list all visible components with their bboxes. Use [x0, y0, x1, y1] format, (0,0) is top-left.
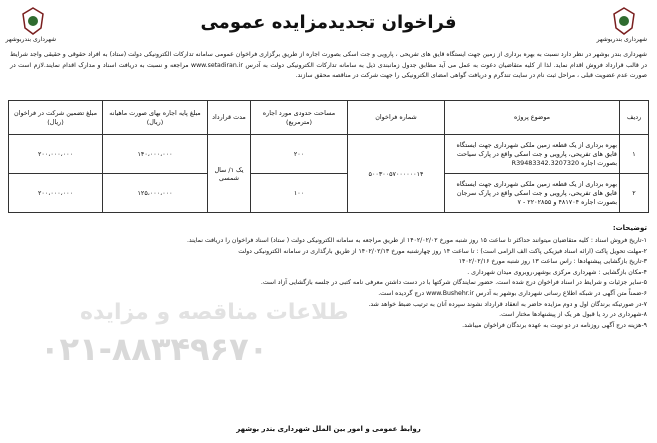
note-item: ۷-در صورتیکه برندگان اول و دوم مزایده حاضر به انعقاد قرارداد نشوند سپرده آنان به ترتیب ضبط خواهد شد.: [368, 300, 647, 308]
note-item: ۱-تاریخ فروش اسناد : کلیه متقاضیان میتوانند حداکثر تا ساعت ۱۵ روز شنبه مورخ ۱۴۰۲/۰۲/۰۲ از طریق مراجعه به سامانه الکترونیکی دولت ( ستاد) اسناد فراخوان را دریافت نمایند.: [186, 237, 647, 244]
municipality-logo-left: [5, 6, 56, 50]
watermark-text: طلاعات مناقصه و مزایده: [80, 300, 349, 325]
note-item: ۶-ضمناً متن آگهی در شبکه اطلاع رسانی شهرداری بوشهر به آدرس www.Bushehr.ir درج گردیده است.: [378, 289, 647, 297]
header: [0, 4, 657, 48]
col-area: مساحت حدودی مورد اجاره (مترمربع): [251, 101, 348, 135]
cell-deposit: ۲۰۰،۰۰۰،۰۰۰: [9, 174, 103, 213]
watermark-phone: ۰۲۱-۸۸۳۴۹۶۷۰: [40, 330, 269, 368]
cell-number: ۵۰۰۳۰۰۵۷۰۰۰۰۰۰۱۴: [348, 135, 445, 213]
footer-signature: روابط عمومی و امور بین الملل شهرداری بندر بوشهر: [236, 425, 421, 433]
col-number: شماره فراخوان: [348, 101, 445, 135]
note-item: ۳-تاریخ بازگشایی پیشنهادها : راس ساعت ۱۳ روز شنبه مورخ ۱۴۰۲/۰۲/۱۶: [458, 258, 647, 266]
table-header-row: [9, 101, 649, 135]
logo-caption: شهرداری بندربوشهر: [596, 36, 647, 43]
cell-area: ۱۰۰: [251, 174, 348, 213]
table-row: [9, 174, 649, 213]
cell-subject: بهره برداری از یک قطعه زمین ملکی شهرداری جهت ایستگاه قایق های تفریحی، پارویی و جت اسکی واقع در پارک سیاحت بصورت اجاره R39483342.3207320: [445, 135, 620, 174]
cell-price: ۱۲۵،۰۰۰،۰۰۰: [103, 174, 208, 213]
cell-row: ۱: [620, 135, 649, 174]
note-item: ۴-مکان بازگشایی : شهرداری مرکزی بوشهر،روبروی میدان شهرداری .: [467, 268, 647, 276]
note-item: ۵-سایر جزئیات و شرایط در اسناد فراخوان درج شده است. حضور نمایندگان شرکتها با در دست داشتن معرفی نامه کتبی در جلسه بازگشایی آزاد است.: [260, 279, 647, 287]
cell-area: ۲۰۰: [251, 135, 348, 174]
logo-caption: شهرداری بندربوشهر: [5, 36, 56, 43]
note-item: ۹-هزینه درج آگهی روزنامه در دو نوبت به عهده برندگان فراخوان میباشد.: [462, 321, 647, 329]
col-deposit: مبلغ تضمین شرکت در فراخوان (ریال): [9, 101, 103, 135]
page-title: فراخوان تجدیدمزایده عمومی: [200, 12, 457, 33]
notes-title: توضیحات:: [612, 224, 647, 232]
table-row: [9, 135, 649, 174]
note-item: ۸-شهرداری در رد یا قبول هر یک از پیشنهادها مختار است.: [499, 311, 647, 319]
col-price: مبلغ پایه اجاره بهای صورت ماهیانه (ریال): [103, 101, 208, 135]
cell-deposit: ۲۰۰،۰۰۰،۰۰۰: [9, 135, 103, 174]
notes-list: [10, 236, 647, 331]
auction-table: [8, 100, 649, 213]
intro-paragraph: شهرداری بندر بوشهر در نظر دارد نسبت به بهره برداری از زمین جهت ایستگاه قایق های تفریحی ، پارویی و جت اسکی بصورت اجاره از طریق برگزاری فراخوان عمومی سامانه تدارکات الکترونیکی دولت (ستاد) به افراد حقوقی و حقیقی واجد شرایط در قالب قرارداد فروش اقدام نماید. لذا از کلیه متقاضیان دعوت به عمل می آید مطابق جدول زمانبندی ذیل به سامانه تدارکات الکترونیکی دولت به آدرس www.setadiran.ir مراجعه و نسبت به دریافت اسناد و مدارک اقدام نمایند.لازم است در صورت عدم عضویت قبلی ، مراحل ثبت نام در سایت تندگرم و دریافت گواهی امضای الکترونیکی را جهت شرکت در مناقصه محقق سازند.: [10, 51, 648, 79]
col-row: ردیف: [620, 101, 649, 135]
cell-price: ۱۴۰،۰۰۰،۰۰۰: [103, 135, 208, 174]
emblem-icon: [19, 6, 47, 36]
col-duration: مدت قرارداد: [208, 101, 251, 135]
cell-row: ۲: [620, 174, 649, 213]
cell-subject: بهره برداری از یک قطعه زمین ملکی شهرداری جهت ایستگاه قایق های تفریحی، پارویی و جت اسکی واقع در پارک سرجان بصورت اجاره ۴۸۱۷۰۴ و ۲۲۰۲۸۵۵ - ۷: [445, 174, 620, 213]
note-item: ۲-مهلت تحویل پاکت (ارائه اسناد فیزیکی پاکت الف الزامی است) : تا ساعت ۱۴ روز چهارشنبه مورخ ۱۴۰۲/۰۲/۱۳ از طریق بارگذاری در سامانه الکترونیکی دولت: [238, 247, 647, 255]
cell-duration: یک ۱/ سال شمسی: [208, 135, 251, 213]
col-subject: موضوع پروژه: [445, 101, 620, 135]
